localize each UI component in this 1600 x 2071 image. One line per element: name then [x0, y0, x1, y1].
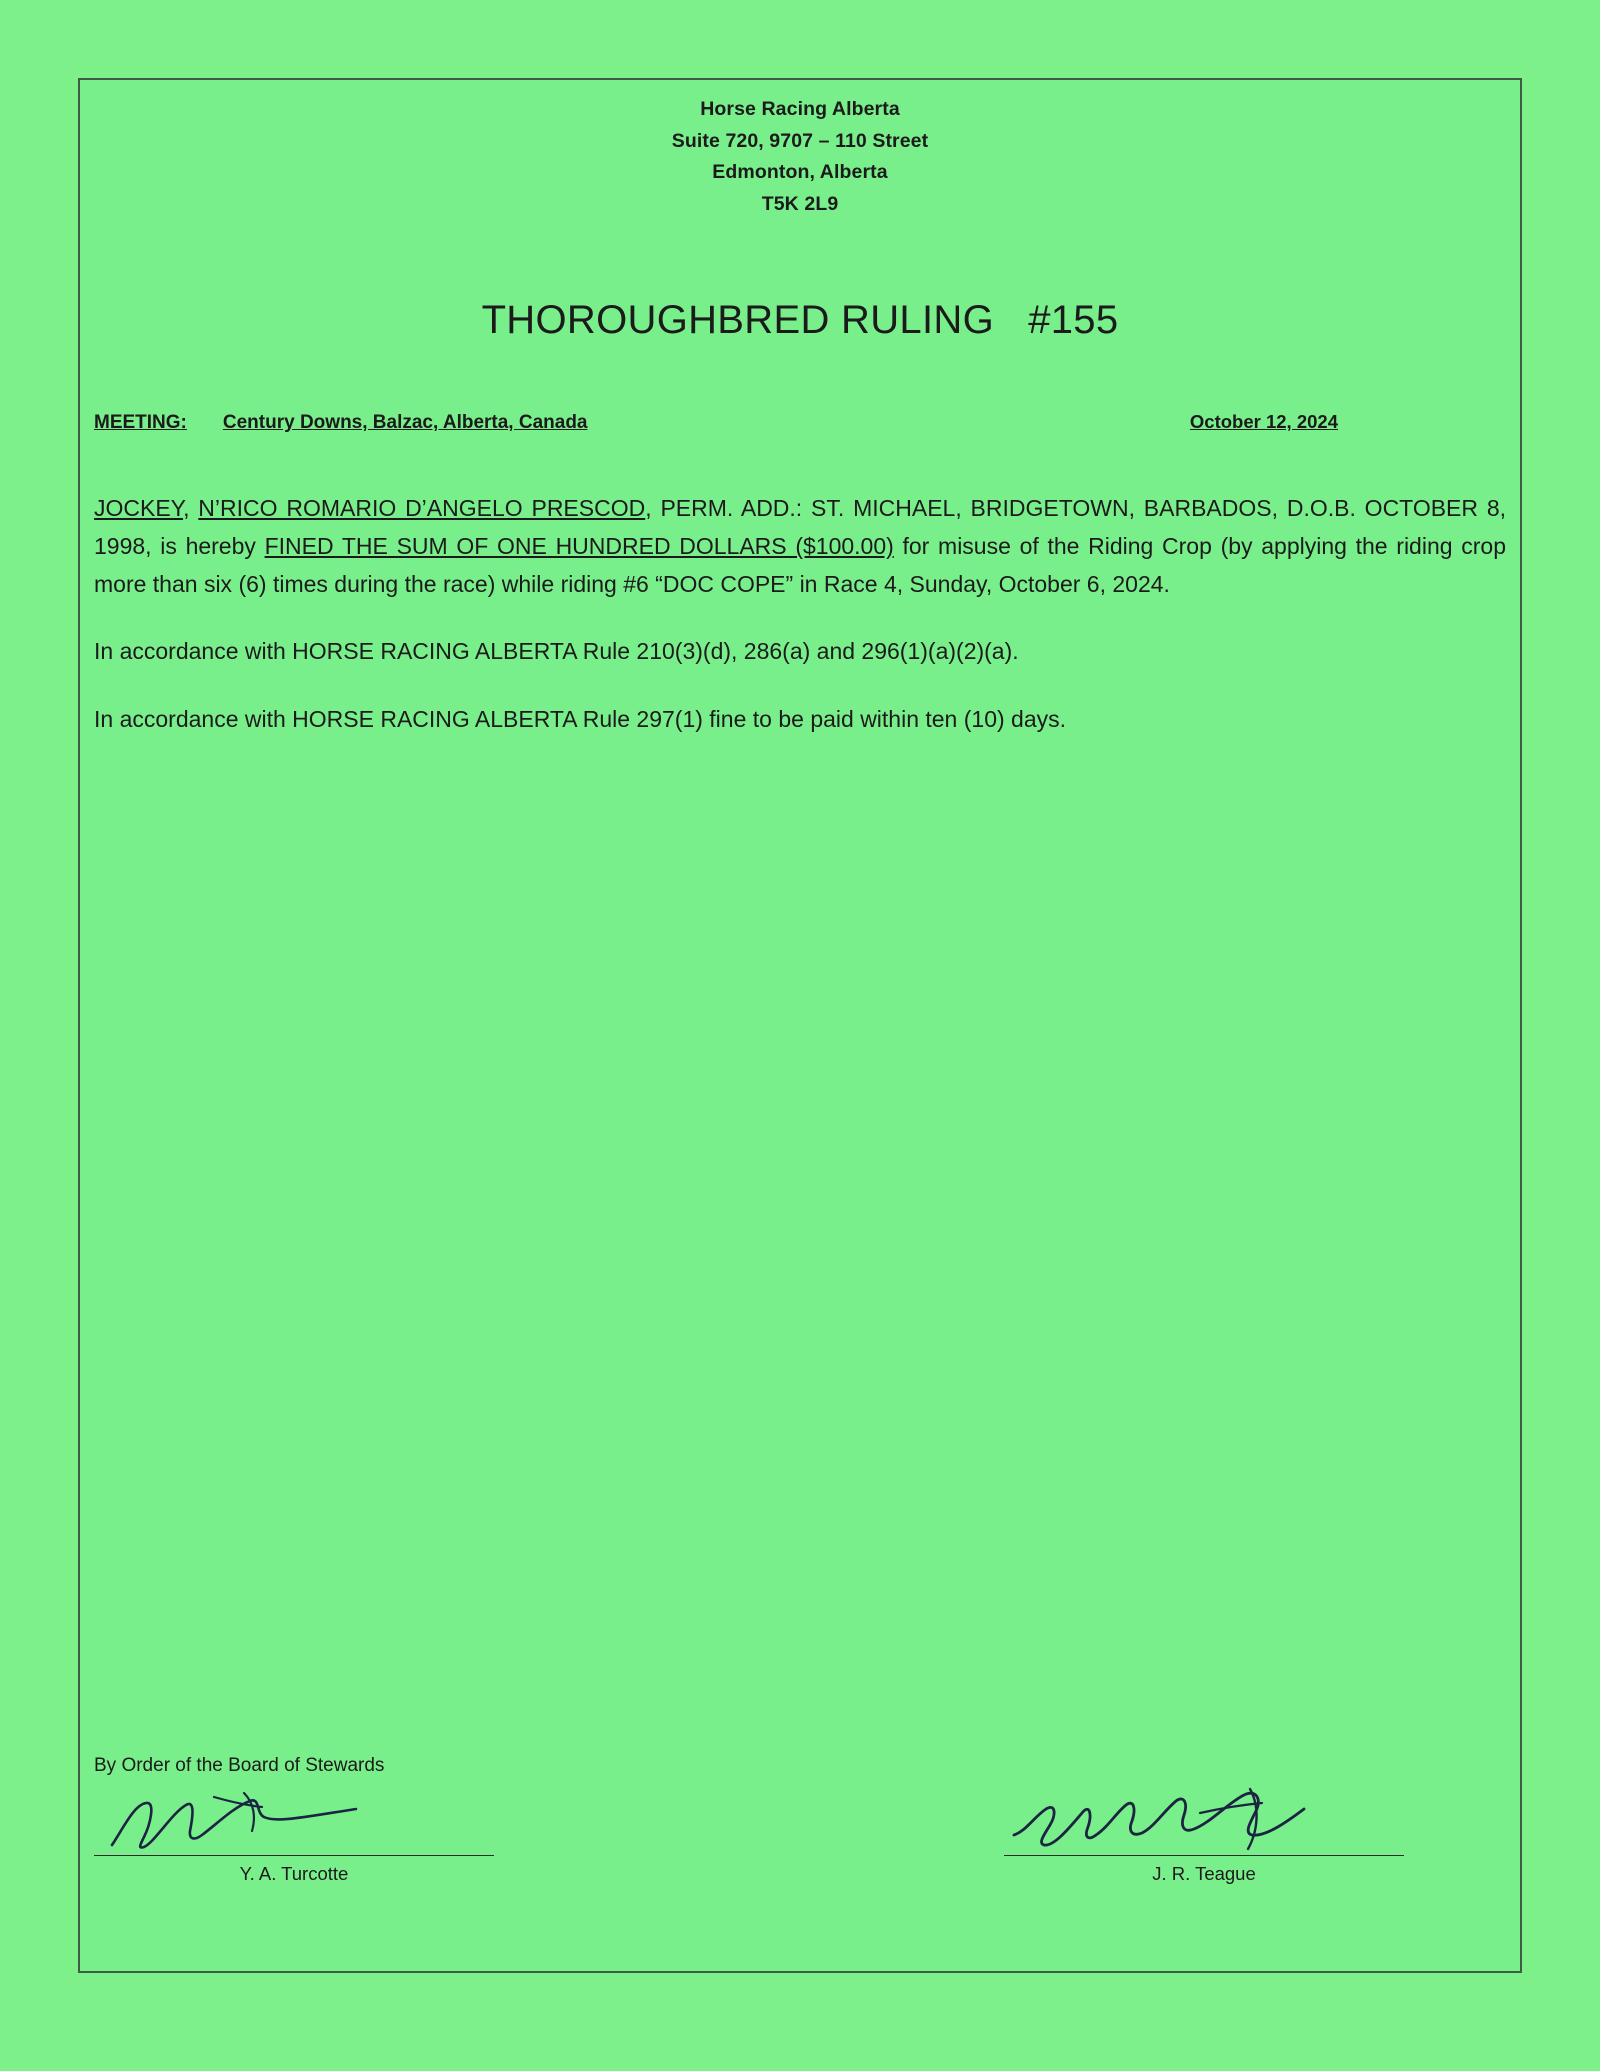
jockey-name: N’RICO ROMARIO D’ANGELO PRESCOD — [198, 495, 646, 522]
paragraph-rules-citation: In accordance with HORSE RACING ALBERTA Rule 210(3)(d), 286(a) and 296(1)(a)(2)(a). — [94, 638, 1019, 665]
letterhead-line-1: Horse Racing Alberta — [700, 98, 900, 120]
meeting-venue: Century Downs, Balzac, Alberta, Canada — [222, 412, 588, 434]
letterhead-line-2: Suite 720, 9707 – 110 Street — [671, 129, 929, 152]
meeting-date: October 12, 2024 — [1189, 411, 1338, 433]
ruling-document-page — [78, 78, 1522, 1973]
body-text — [80, 490, 1520, 739]
signature-block-left — [94, 1855, 494, 1885]
signature-ink-teague — [1004, 1787, 1404, 1859]
paragraph-payment-terms: In accordance with HORSE RACING ALBERTA Rule 297(1) fine to be paid within ten (10) days. — [94, 706, 1067, 733]
letterhead-line-3: Edmonton, Alberta — [712, 161, 888, 184]
by-order-line: By Order of the Board of Stewards — [94, 1755, 385, 1776]
signatory-name-right: J. R. Teague — [1152, 1863, 1256, 1884]
signature-row — [94, 1855, 1506, 1951]
meeting-row — [80, 411, 1520, 434]
signatory-name-left: Y. A. Turcotte — [239, 1863, 349, 1884]
paragraph-ruling — [94, 490, 1506, 603]
signature-ink-turcotte — [94, 1787, 494, 1859]
jockey-label: JOCKEY — [94, 495, 184, 522]
document-footer — [94, 1755, 1506, 1951]
letterhead — [80, 94, 1520, 220]
jockey-comma: , — [183, 495, 199, 522]
meeting-label: MEETING: — [94, 412, 187, 434]
page-title: THOROUGHBRED RULING #155 — [481, 298, 1119, 343]
penalty-text: FINED THE SUM OF ONE HUNDRED DOLLARS ($100.00) — [264, 533, 894, 560]
offence-text: for misuse of the Riding Crop (by applying the riding crop more than six (6) times during the race) while riding #6 “DOC COPE” in Race 4, Sunday, October 6, 2024. — [94, 533, 1506, 597]
jockey-details: , PERM. ADD.: ST. MICHAEL, BRIDGETOWN, BARBADOS, D.O.B. OCTOBER 8, 1998, is hereby — [94, 495, 1507, 560]
signature-block-right — [1004, 1855, 1404, 1885]
letterhead-line-4: T5K 2L9 — [761, 192, 839, 215]
